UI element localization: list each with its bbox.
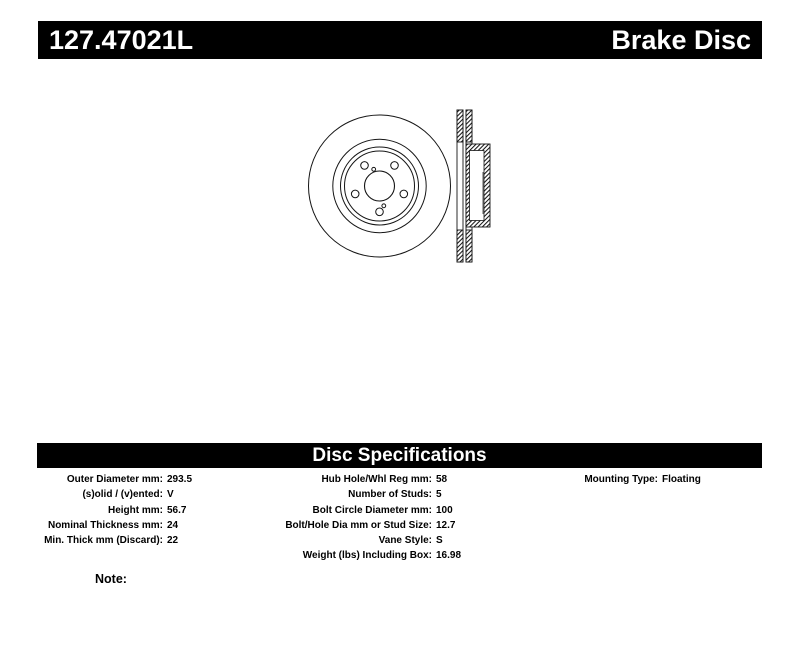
part-number: 127.47021L (49, 25, 194, 55)
spec-column-middle (270, 472, 461, 564)
spec-row (38, 518, 192, 533)
hub-inner-circle (345, 151, 415, 221)
stud-hole (400, 190, 408, 198)
spec-column-left (38, 472, 192, 548)
spec-section-title: Disc Specifications (312, 445, 487, 466)
center-hole (365, 171, 395, 201)
spec-label: Mounting Type: (584, 474, 658, 485)
spec-row (500, 472, 701, 487)
spec-value: Floating (662, 474, 701, 485)
stud-hole (391, 162, 399, 170)
spec-row (38, 503, 192, 518)
braking-band-hatch (466, 230, 472, 262)
braking-band-hatch (466, 110, 472, 142)
outer-edge-circle (309, 115, 451, 257)
stud-hole (351, 190, 359, 198)
spec-value: 58 (436, 474, 448, 485)
spec-value: 5 (436, 489, 442, 501)
disc-front-view (309, 115, 451, 257)
spec-value: 12.7 (436, 519, 456, 531)
spec-row (38, 533, 192, 548)
spec-value: 24 (167, 519, 179, 531)
braking-band-hatch (457, 110, 463, 142)
spec-label: Outer Diameter mm: (66, 474, 163, 485)
spec-label: Min. Thick mm (Discard): (44, 535, 163, 547)
spec-label: Bolt/Hole Dia mm or Stud Size: (285, 519, 432, 531)
spec-label: Hub Hole/Whl Reg mm: (321, 474, 432, 485)
spec-label: Height mm: (108, 504, 163, 516)
spec-row (38, 472, 192, 487)
braking-band-hatch (457, 230, 463, 262)
product-name: Brake Disc (611, 25, 751, 55)
stud-hole (361, 162, 369, 170)
spec-value: 22 (167, 535, 179, 547)
spec-row (38, 487, 192, 502)
spec-column-right (500, 472, 701, 487)
note-label: Note: (95, 572, 127, 586)
spec-value: 56.7 (167, 504, 187, 516)
friction-surface-circle (333, 139, 426, 232)
spec-row (270, 533, 461, 548)
spec-row (270, 472, 461, 487)
spec-row (270, 487, 461, 502)
spec-label: Number of Studs: (348, 489, 432, 501)
disc-side-cross-section (457, 110, 490, 262)
spec-label: Nominal Thickness mm: (47, 519, 163, 531)
spec-value: V (167, 489, 174, 501)
spec-value: 16.98 (436, 550, 462, 562)
spec-row (270, 518, 461, 533)
hub-outer-circle (341, 147, 419, 225)
locating-pin-hole (372, 167, 376, 171)
spec-row (270, 503, 461, 518)
spec-section-title-bar (37, 443, 762, 468)
spec-value: 100 (436, 504, 453, 516)
header-bar (38, 21, 762, 59)
spec-label: (s)olid / (v)ented: (82, 489, 163, 501)
locating-pin-hole (382, 204, 386, 208)
spec-label: Vane Style: (378, 535, 432, 547)
spec-value: 293.5 (167, 474, 193, 485)
spec-value: S (436, 535, 443, 547)
brake-disc-technical-drawing (285, 95, 515, 275)
spec-label: Bolt Circle Diameter mm: (312, 504, 432, 516)
stud-hole (376, 208, 384, 216)
spec-row (270, 548, 461, 563)
spec-label: Weight (lbs) Including Box: (302, 550, 432, 562)
hat-interior (470, 151, 485, 221)
